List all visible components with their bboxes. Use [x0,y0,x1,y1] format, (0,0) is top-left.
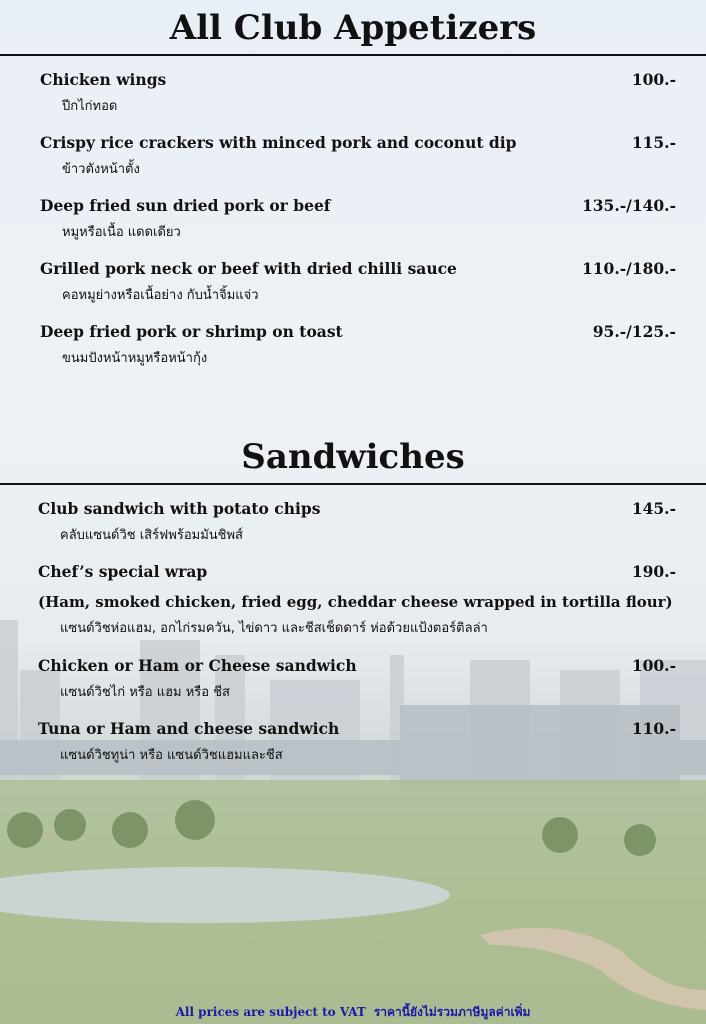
item-thai-name: คอหมูย่างหรือเนื้อย่าง กับน้ำจิ้มแจ่ว [62,288,259,303]
menu-item [38,562,676,638]
item-price: 145.- [631,499,676,518]
menu-item [40,133,676,179]
item-name: Deep fried sun dried pork or beef [40,196,331,215]
item-name: Club sandwich with potato chips [38,499,321,518]
item-name: Tuna or Ham and cheese sandwich [38,719,340,738]
menu-item [40,259,676,305]
item-name: Grilled pork neck or beef with dried chilli sauce [40,259,457,278]
item-price: 110.- [631,719,676,738]
item-thai-name: คลับแซนด์วิช เสิร์ฟพร้อมมันชิพส์ [60,528,243,543]
item-price: 95.-/125.- [592,322,676,341]
item-price: 190.- [631,562,676,581]
section-title-appetizers: All Club Appetizers [169,8,537,48]
menu-item [38,656,676,702]
item-name: Chef’s special wrap [38,562,208,581]
item-name: Chicken wings [40,70,167,89]
item-thai-name: ขนมปังหน้าหมูหรือหน้ากุ้ง [62,351,208,366]
menu-item [40,70,676,116]
item-thai-name: แซนด์วิชห่อแฮม, อกไก่รมควัน, ไข่ดาว และชีสเช็ดดาร์ ห่อด้วยแป้งตอร์ติลล่า [60,621,488,636]
menu-item [40,196,676,242]
item-price: 100.- [631,656,676,675]
menu-item [38,499,676,545]
item-price: 115.- [631,133,676,152]
item-thai-name: หมูหรือเนื้อ แดดเดียว [62,225,181,240]
vat-notice-english: All prices are subject to VAT [175,1005,366,1019]
item-thai-name: ข้าวตังหน้าตั้ง [62,162,140,177]
section-title-sandwiches: Sandwiches [241,437,465,477]
item-name: Chicken or Ham or Cheese sandwich [38,656,357,675]
item-name: Deep fried pork or shrimp on toast [40,322,343,341]
vat-notice-thai: ราคานี้ยังไม่รวมภาษีมูลค่าเพิ่ม [373,1005,531,1019]
item-price: 110.-/180.- [581,259,676,278]
section-divider [0,483,706,485]
item-price: 100.- [631,70,676,89]
item-price: 135.-/140.- [581,196,676,215]
item-description: (Ham, smoked chicken, fried egg, cheddar cheese wrapped in tortilla flour) [38,593,673,611]
item-thai-name: ปีกไก่ทอด [62,99,118,114]
item-name: Crispy rice crackers with minced pork and coconut dip [40,133,517,152]
item-thai-name: แซนด์วิชทูน่า หรือ แซนด์วิชแฮมและชีส [60,748,283,763]
vat-notice [0,1003,706,1022]
item-thai-name: แซนด์วิชไก่ หรือ แฮม หรือ ชีส [60,685,230,700]
menu-item [38,719,676,765]
menu-item [40,322,676,368]
section-divider [0,54,706,56]
